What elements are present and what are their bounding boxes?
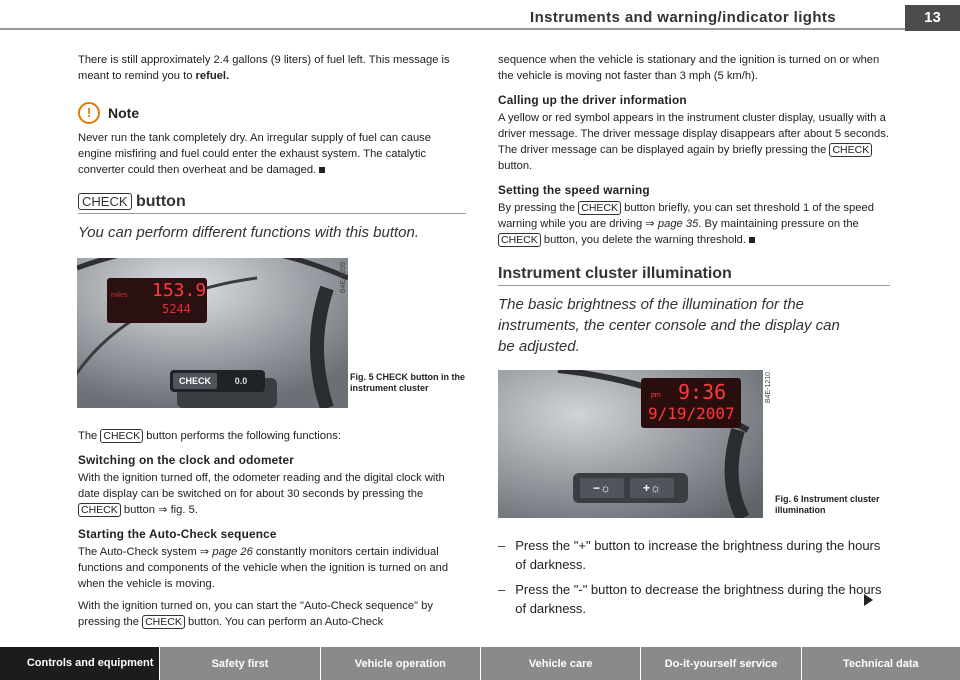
fig5-check-button[interactable]: CHECK [173, 373, 217, 389]
bullet-list [498, 536, 890, 624]
note-text: Never run the tank completely dry. An irregular supply of fuel can cause engine misfiring and fuel could enter the exhaust system. The catalytic converter could then overheat and be damaged. [78, 132, 432, 176]
note-heading: ! Note [78, 102, 466, 124]
section-intro: You can perform different functions with this button. [78, 224, 420, 241]
footer-tab-diy[interactable]: Do-it-yourself service [641, 647, 801, 680]
footer-tab-care[interactable]: Vehicle care [481, 647, 641, 680]
functions-intro: The CHECK button performs the following functions: [78, 430, 341, 442]
warning-exclamation-icon: ! [78, 102, 100, 124]
clock-text: With the ignition turned off, the odometer reading and the digital clock with date display can be switched on for about 30 seconds by pressing the CHECK button ⇒ fig. 5. [78, 472, 445, 516]
end-mark-icon [749, 237, 755, 243]
subhead-autocheck: Starting the Auto-Check sequence [78, 527, 277, 541]
autocheck-continued: sequence when the vehicle is stationary and the ignition is turned on or when the vehicle is moving not faster than 3 mph (5 km/h). [498, 54, 880, 82]
fig5-caption: Fig. 5 CHECK button in the instrument cluster [350, 372, 465, 393]
check-key-ref: CHECK [100, 429, 143, 443]
footer-nav [0, 647, 960, 680]
chapter-number: 13 [905, 5, 960, 31]
header-rule [0, 28, 905, 30]
footer-tab-technical[interactable]: Technical data [802, 647, 960, 680]
fig5-code: B4E-1209 [340, 262, 347, 294]
fig6-code: B4E-1210 [765, 372, 772, 404]
section-title-illumination: Instrument cluster illumination [498, 266, 890, 286]
fig5-odometer-display: 153.9 [152, 280, 207, 301]
footer-tab-controls[interactable]: Controls and equipment [0, 647, 160, 680]
fig6-plus-button[interactable]: +☼ [630, 478, 674, 498]
fuel-paragraph: There is still approximately 2.4 gallons (9 liters) of fuel left. This message is meant to remind you to refuel. [78, 54, 450, 82]
section-intro-illumination: The basic brightness of the illumination for the instruments, the center console and the display can be adjusted. [498, 296, 840, 355]
left-column [78, 52, 466, 243]
right-column [498, 52, 890, 357]
subhead-driver-info: Calling up the driver information [498, 93, 687, 107]
end-mark-icon [319, 167, 325, 173]
driver-info-text: A yellow or red symbol appears in the instrument cluster display, usually with a driver message. The driver message display disappears after about 5 seconds. The driver message can be displayed again by briefly pressing the CHECK button. [498, 112, 889, 172]
fig5-unit: miles [111, 292, 128, 299]
fig6-date-display: 9/19/2007 [648, 404, 735, 423]
footer-tab-safety[interactable]: Safety first [160, 647, 320, 680]
header-title: Instruments and warning/indicator lights [530, 9, 837, 26]
subhead-speed-warning: Setting the speed warning [498, 183, 650, 197]
figure-6-illumination [498, 370, 763, 518]
fig5-reset-value: 0.0 [234, 376, 248, 386]
left-column-lower [78, 428, 466, 636]
fig6-caption: Fig. 6 Instrument cluster illumination [775, 494, 880, 515]
autocheck-text: The Auto-Check system ⇒ page 26 constantly monitors certain individual functions and components of the vehicle when the ignition is turned on and when the vehicle is moving. [78, 546, 449, 590]
fig6-pm: pm [651, 392, 661, 399]
list-item: – Press the "-" button to decrease the brightness during the hours of darkness. [498, 582, 882, 616]
fig6-minus-button[interactable]: −☼ [580, 478, 624, 498]
footer-tab-operation[interactable]: Vehicle operation [321, 647, 481, 680]
autocheck-text-2: With the ignition turned on, you can start the "Auto-Check sequence" by pressing the CHECK button. You can perform an Auto-Check [78, 600, 433, 628]
fig5-trip-display: 5244 [162, 302, 191, 316]
fig6-time-display: 9:36 [678, 380, 727, 404]
speed-warning-text: By pressing the CHECK button briefly, you can set threshold 1 of the speed warning while you are driving ⇒ page 35. By maintaining pressure on the CHECK button, you delete the warning threshold. [498, 202, 874, 246]
section-title-check: CHECK button [78, 194, 466, 214]
figure-5-instrument-cluster [77, 258, 348, 408]
subhead-clock: Switching on the clock and odometer [78, 453, 295, 467]
continue-arrow-icon [864, 594, 873, 606]
list-item: – Press the "+" button to increase the brightness during the hours of darkness. [498, 538, 881, 572]
